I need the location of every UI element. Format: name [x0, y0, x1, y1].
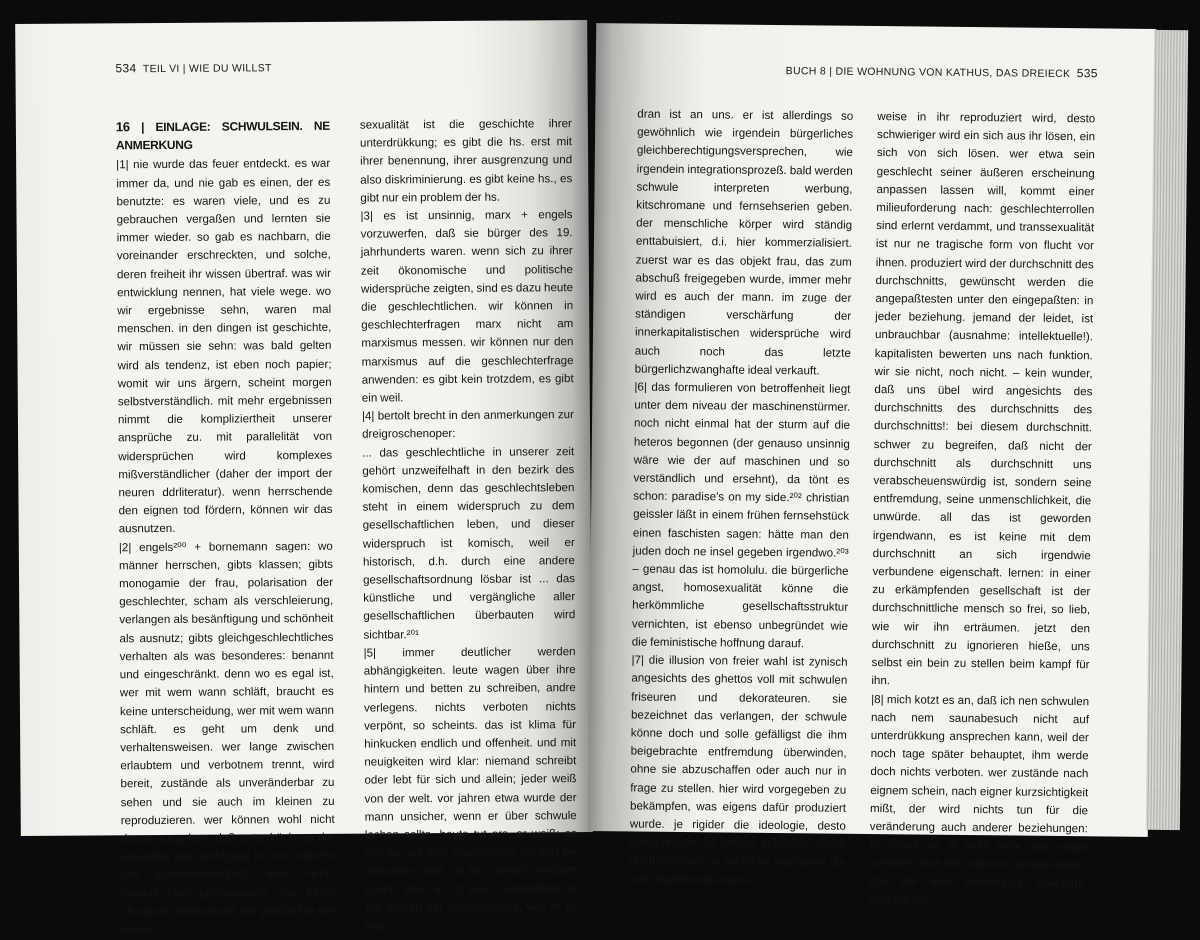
paragraph: sexualität ist die geschichte ihrer unterdrükkung; es gibt die hs. erst mit ihrer benennung, ihrer ausgrenzung und also diskriminierung. es gibt keine hs., es gibt nur ein problem der hs.	[359, 117, 573, 205]
page-edges	[1146, 30, 1188, 830]
right-running-head	[786, 63, 1098, 80]
section-heading: 16 | EINLAGE: SCHWULSEIN. NE ANMERKUNG	[115, 118, 330, 153]
section-number: 16	[115, 119, 130, 135]
left-page-number: 534	[115, 61, 137, 76]
paragraph: |6| das formulieren von betroffenheit liegt unter dem niveau der maschinenstürmer. noch nicht einmal hat der sturm auf die heteros begonnen (der genauso unsinnig wäre wie der auf maschinen und so verständlich und ersehnt), da tönt es schon: paradise's on my side.²⁰² christian geissler läßt in einem frühen fernsehstück einen faschisten sagen: hätte man den juden doch ne insel gegeben irgendwo.²⁰³ – genau das ist homolulu. die bürgerliche angst, homosexualität könne die herkömmliche gesellschaftsstruktur vernichten, ist ebenso unbegründet wie die feministische hoffnung darauf.	[631, 380, 851, 651]
paragraph: |7| die illusion von freier wahl ist zynisch angesichts des ghettos voll mit schwulen friseuren und dekorateuren. sie bezeichnet das verlangen, der schwule könne doch und solle gefälligst die ihm beigebrachte entfremdung überwinden, ohne sie abzuschaffen oder auch nur in frage zu stellen. hier wird vorgegeben zu bekämpfen, was eigens dafür produziert wurde. je rigider die ideologie, desto ausgeprägter ist unsere subkultur, desto ghettomäßiger. je perfekter wiederum die uns umgebende lebens-	[629, 653, 848, 887]
section-title: EINLAGE: SCHWULSEIN. NE ANMERKUNG	[115, 118, 330, 153]
left-running-title: TEIL VI | WIE DU WILLST	[142, 62, 272, 76]
paragraph: dran ist an uns. er ist allerdings so gewöhnlich wie irgendein bürgerliches gleichberechtigungsversprechen, wie irgendein integrationsprozeß. bald werden schwule interpreten werbung, kitschromane und fernsehserien geben. der menschliche körper wird ständig enttabuisiert, d.i. hier kommerzialisiert. zuerst war es das objekt frau, das zum abschuß freigegeben wurde, immer mehr wird es auch der mann. im zuge der ständigen verschärfung der innerkapitalistischen widersprüche wird auch noch das letzte bürgerlichzwanghafte ideal verkauft.	[634, 107, 854, 378]
left-page	[15, 20, 593, 937]
paragraph: |5| immer deutlicher werden abhängigkeiten. leute wagen über ihre hintern und betten zu schreiben, andre verlegens. nichts verboten nichts verpönt, so scheints. das ist klima für hinkucken endlich und offenheit. und mit neuigkeiten wird klar: niemand schreibt oder lebt für sich und allein; jeder weiß von der welt. vor jahren etwa wurde der mann unsicher, wenn er über schwule lachen sollte. heute tut ers. er weiß: es gibt sie, sie sind ungefährlich, ich darf sie ankucken. das ist ein absurd winziger schritt, aber er ist einer. verblüffend ist der prozeß der liberalisierung, weil er so nah	[363, 645, 578, 933]
paragraph: weise in ihr reproduziert wird, desto schwieriger wird ein sich aus ihr lösen, ein sich von sich lösen. wer etwa sein geschlecht seiner äußeren erscheinung anpassen lassen will, kommt einer milieuforderung nach: geschlechterrollen sind erlernt verdammt, und transsexualität ist nur ne tragische form von flucht vor ihnen. produziert wird der durchschnitt des durchschnitts, gewünscht werden die angepaßtesten unter den eingepaßten: in jeder beziehung. jemand der leidet, ist unbrauchbar (ausnahme: intellektuelle!). kapitalisten bewerten uns nach funktion. wir sie nicht, noch nicht. – kein wunder, daß uns übel wird angesichts des durchschnitts des durchschnitts des durchschnitts!: bei diesem durchschnitt. schwer zu begreifen, daß nicht der durchschnitt als durchschnitt uns verabscheuenswürdig ist, sondern seine entfremdung, seine unmenschlichkeit, die unwürde. all das ist geworden irgendwann, es ist keine mit dem durchschnitt an sich irgendwie verbundene eigenschaft. lernen: in einer zu erkämpfenden gesellschaft ist der durchschnittliche mensch so frei, so lieb, wie wir ihn erträumen. jetzt den durchschnitt zu ignorieren hieße, uns selbst ein bein zu stellen beim kampf für ihn.	[871, 110, 1096, 688]
left-column-1	[116, 117, 336, 940]
paragraph: |2| engels²⁰⁰ + bornemann sagen: wo männer herrschen, gibts klassen; gibts monogamie der frau, polarisation der geschlechter, scham als verschleierung, verlangen als besänftigung und schönheit als ausnutz; gibts gleichgeschlechtliches verhalten als was besonderes: benannt und eingeschränkt. denn wo es egal ist, wer mit wem wann schläft, braucht es keine unterscheidung, wer mit wem wann schläft. es geht um denk und verhaltensweisen. wer lange zwischen erlaubtem und verbotnem trennt, wird bereit, zustände als unveränderbar zu sehen und sie auch im kleinen zu reproduzieren. wer können wohl nicht davon ausgehen, daß unterdrückung der sexualität das wichtigste ist zum stützen von klassenherrschaft. aber nichts besteht über jahrtausende, das ihrem charakter widerspricht. die geschichte der homo-	[118, 539, 336, 937]
right-page	[588, 23, 1156, 907]
left-running-head	[115, 60, 271, 75]
right-page-number: 535	[1076, 66, 1098, 81]
paragraph: |4| bertolt brecht in den anmerkungen zur dreigroschenoper:	[361, 408, 574, 442]
paragraph: |1| nie wurde das feuer entdeckt. es war immer da, und nie gab es einen, der es benutzte: es waren viele, und es zu gebrauchen vergaßen und lernten sie immer wieder. so gab es nachbarn, die voreinander erschreckten, und solche, deren freiheit ihr wissen übertraf. was wir entwicklung nennen, hat viele wege. wo wir ergebnisse sehn, waren mal menschen. in den dingen ist geschichte, wir müssen sie sehn: was bald gelten wird als tendenz, ist eben noch papier; womit wir uns ärgern, scheint morgen selbstverständlich. mit mehr ergebnissen nimmt die kompliziertheit unserer ansprüche zu. mit parallelität von widersprüchen wird komplexes mißverständlicher (daher der import der neuren ddrliteratur). wenn herrschende den eignen tod fördern, können wir das ausnutzen.	[116, 157, 333, 536]
paragraph: |8| mich kotzt es an, daß ich nen schwulen nach nem saunabesuch nicht auf unterdrükkung ansprechen kann, weil der noch tage später behauptet, ihm werde doch nichts verboten. wer zustände nach eignem schein, nach eigner kurzsichtigkeit mißt, der wird nichts tun für die veränderung auch anderer beziehungen: er nimmt sie ja nicht wahr. das ewige schielen nach den eigenen verletzungen!, das der welt heteroreste übersieht. solange die	[869, 692, 1090, 907]
quotation: ... das geschlechtliche in unserer zeit gehört unzweifelhaft in den bezirk des komischen, denn das geschlechtsleben steht in einem widerspruch zu dem gesellschaftlichen leben, und dieser widerspruch ist komisch, weil er historisch, d.h. durch eine andere gesellschaftsordnung lösbar ist ... das künstliche und vergängliche aller gesellschaftlichen überbauten wird sichtbar.²⁰¹	[362, 444, 576, 642]
right-running-title: BUCH 8 | DIE WOHNUNG VON KATHUS, DAS DREIECK	[785, 65, 1071, 81]
paragraph: |3| es ist unsinnig, marx + engels vorzuwerfen, daß sie bürger des 19. jahrhunderts waren. wenn sich zu ihrer zeit ökonomische und politische widersprüche zeigten, sind es dazu heute die geschlechtlichen. wir können in geschlechterfragen marx nicht am marxismus messen. wir können nur den marxismus auf die geschlechterfrage anwenden: es gibt kein trotzdem, es gibt ein weil.	[360, 208, 574, 405]
right-column-2	[869, 108, 1095, 911]
right-column-1	[629, 106, 853, 891]
left-column-2	[360, 115, 578, 936]
